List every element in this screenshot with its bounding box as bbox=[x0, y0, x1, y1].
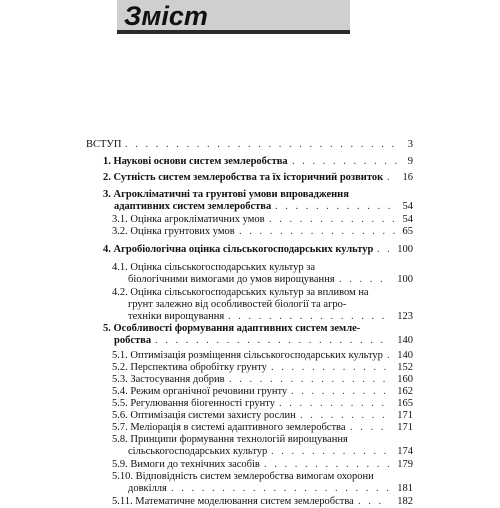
toc-entry-title: 5.5. Регулювання біогенності грунту bbox=[112, 398, 275, 409]
toc-entry-title: 5.4. Режим органічної речовини грунту bbox=[112, 386, 288, 397]
toc-page-number: 54 bbox=[402, 214, 413, 225]
toc-entry-title: 5.10. Відповідність систем землеробства вимогам охорони bbox=[112, 471, 374, 482]
toc-leader-dots bbox=[239, 226, 395, 238]
toc-page-number: 123 bbox=[397, 311, 413, 322]
toc-entry-title-continuation: техніки вирощування bbox=[128, 311, 225, 322]
toc-page-number: 100 bbox=[397, 244, 413, 255]
toc-entry-title-continuation: біологічними вимогами до умов вирощування bbox=[128, 274, 335, 285]
toc-page-number: 100 bbox=[397, 274, 413, 285]
toc-entry-title-continuation: довкілля bbox=[128, 483, 167, 494]
toc-entry-title: 4. Агробіологічна оцінка сільськогосподарських культур bbox=[103, 244, 374, 255]
toc-entry-title: 5.3. Застосування добрив bbox=[112, 374, 225, 385]
toc-leader-dots bbox=[264, 459, 389, 471]
toc-entry-title: 3. Агрокліматичні та грунтові умови впровадження bbox=[103, 189, 349, 200]
toc-page-number: 171 bbox=[397, 422, 413, 433]
toc-page-number: 160 bbox=[397, 374, 413, 385]
toc-page-number: 162 bbox=[397, 386, 413, 397]
toc-entry-title: 2. Сутність систем землеробства та їх історичний розвиток bbox=[103, 172, 384, 183]
toc-leader-dots bbox=[339, 274, 389, 286]
toc-entry-title: 5.2. Перспектива обробітку грунту bbox=[112, 362, 267, 373]
toc-leader-dots bbox=[271, 362, 389, 374]
toc-page-number: 140 bbox=[397, 335, 413, 346]
toc-leader-dots bbox=[155, 335, 389, 347]
toc-entry-title-continuation: грунт залежно від особливостей біології та агро- bbox=[128, 299, 347, 310]
toc-page-number: 16 bbox=[402, 172, 413, 183]
toc-leader-dots bbox=[171, 483, 389, 495]
toc-leader-dots bbox=[125, 139, 401, 151]
toc-page-number: 9 bbox=[407, 156, 413, 167]
toc-page-number: 3 bbox=[407, 139, 413, 150]
toc-entry-title: 1. Наукові основи систем землеробства bbox=[103, 156, 288, 167]
toc-leader-dots bbox=[279, 398, 389, 410]
toc-entry-title: 5.11. Математичне моделювання систем землеробства bbox=[112, 496, 354, 507]
toc-page-number: 65 bbox=[402, 226, 413, 237]
toc-leader-dots bbox=[271, 446, 389, 458]
toc-entry-title: 3.2. Оцінка грунтових умов bbox=[112, 226, 235, 237]
toc-entry-title: 5.7. Меліорація в системі адаптивного землеробства bbox=[112, 422, 346, 433]
toc-entry-title: 4.2. Оцінка сільськогосподарських культур за впливом на bbox=[112, 287, 369, 298]
toc-page-number: 140 bbox=[397, 350, 413, 361]
toc-page-number: 171 bbox=[397, 410, 413, 421]
toc-page-number: 174 bbox=[397, 446, 413, 457]
page-title: Зміст bbox=[124, 1, 208, 31]
toc-page-number: 179 bbox=[397, 459, 413, 470]
toc-entry-title: 5.9. Вимоги до технічних засобів bbox=[112, 459, 260, 470]
toc-page-number: 181 bbox=[397, 483, 413, 494]
toc-leader-dots bbox=[300, 410, 389, 422]
toc-entry-title: 5.6. Оптимізація системи захисту рослин bbox=[112, 410, 296, 421]
toc-leader-dots bbox=[291, 386, 389, 398]
toc-leader-dots bbox=[275, 201, 395, 213]
toc-page-number: 152 bbox=[397, 362, 413, 373]
toc-page-number: 165 bbox=[397, 398, 413, 409]
toc-entry-title-continuation: сільськогосподарських культур bbox=[128, 446, 268, 457]
toc-leader-dots bbox=[228, 311, 389, 323]
toc-entry-title: 5. Особливості формування адаптивних систем земле- bbox=[103, 323, 361, 334]
toc-page-number: 182 bbox=[397, 496, 413, 507]
toc-entry-title: 5.1. Оптимізація розміщення сільськогосподарських культур bbox=[112, 350, 383, 361]
toc-entry-title: ВСТУП bbox=[86, 139, 122, 150]
toc-entry-title: 3.1. Оцінка агрокліматичних умов bbox=[112, 214, 265, 225]
toc-page-number: 54 bbox=[402, 201, 413, 212]
toc-entry-title: 5.8. Принципи формування технологій вирощування bbox=[112, 434, 348, 445]
toc-entry-title: 4.1. Оцінка сільськогосподарських культур за bbox=[112, 262, 316, 273]
toc-leader-dots bbox=[229, 374, 389, 386]
toc-entry-title-continuation: адаптивних систем землеробства bbox=[114, 201, 272, 212]
toc-leader-dots bbox=[269, 214, 395, 226]
toc-entry-title-continuation: робства bbox=[114, 335, 152, 346]
